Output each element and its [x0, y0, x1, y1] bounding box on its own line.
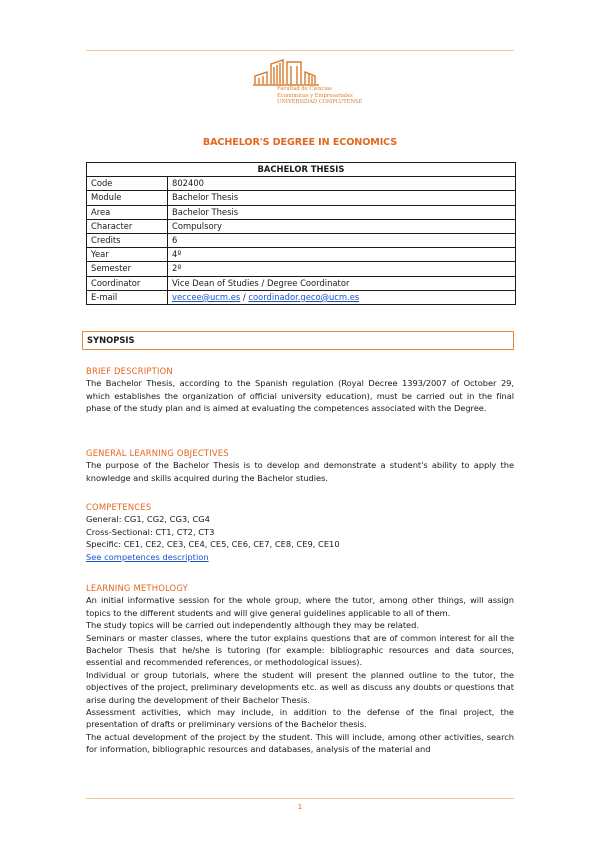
- page-title: BACHELOR'S DEGREE IN ECONOMICS: [202, 137, 398, 148]
- section-heading: BRIEF DESCRIPTION: [86, 366, 173, 376]
- section-text: Seminars or master classes, where the tutor explains questions that are of common interest for all the Bachelor Thesis that he/she is tutoring (for example: bibliographic resources and data sources, essential and recommended references, or methodological issues).: [86, 632, 514, 668]
- section-text: The Bachelor Thesis, according to the Spanish regulation (Royal Decree 1393/2007 of October 29, which establishes the organization of official university education), must be carried out in the final phase of the study plan and is aimed at evaluating the competences associated with the Degree.: [86, 378, 514, 414]
- section-heading: LEARNING METHOLOGY: [86, 583, 188, 593]
- course-info-table: [86, 162, 516, 305]
- footer-rule: [86, 798, 514, 799]
- competences-specific: Specific: CE1, CE2, CE3, CE4, CE5, CE6, CE7, CE8, CE9, CE10: [86, 539, 340, 550]
- section-text: Individual or group tutorials, where the student will present the planned outline to the tutor, the objectives of the project, preliminary developments etc. as well as discuss any doubts or questions that arise during the development of their Bachelor Thesis.: [86, 669, 514, 705]
- section-heading: GENERAL LEARNING OBJECTIVES: [86, 448, 229, 458]
- competences-cross: Cross-Sectional: CT1, CT2, CT3: [86, 526, 215, 537]
- table-row: Code 802400: [87, 177, 516, 191]
- objectives-section: [86, 447, 514, 484]
- competences-general: General: CG1, CG2, CG3, CG4: [86, 514, 210, 525]
- table-row: Semester 2º: [87, 262, 516, 276]
- section-text: The purpose of the Bachelor Thesis is to develop and demonstrate a student's ability to apply the knowledge and skills acquired during the Bachelor studies.: [86, 460, 514, 483]
- table-header: BACHELOR THESIS: [87, 163, 516, 177]
- brief-description-section: [86, 365, 514, 415]
- page-number: 1: [297, 803, 303, 811]
- competences-link[interactable]: See competences description: [86, 551, 209, 562]
- table-row: Credits 6: [87, 233, 516, 247]
- logo-text: Facultad de Ciencias Económicas y Empresariales UNIVERSIDAD COMPLUTENSE: [277, 86, 363, 105]
- section-text: An initial informative session for the whole group, where the tutor, among other things, will assign topics to the different students and will give general guidelines applicable to all of them.: [86, 595, 514, 618]
- email-link-coordinator[interactable]: coordinador.geco@ucm.es: [248, 291, 360, 302]
- email-link-veccee[interactable]: veccee@ucm.es: [172, 291, 241, 302]
- table-row: Module Bachelor Thesis: [87, 191, 516, 205]
- methodology-section: [86, 582, 514, 756]
- table-row: Year 4º: [87, 248, 516, 262]
- synopsis-heading: SYNOPSIS: [82, 331, 514, 350]
- table-row: Area Bachelor Thesis: [87, 205, 516, 219]
- section-text: Assessment activities, which may include, in addition to the defense of the final project, the presentation of drafts or preliminary versions of the Bachelor thesis.: [86, 707, 514, 730]
- section-text: The actual development of the project by the student. This will include, among other activities, search for information, bibliographic resources and databases, analysis of the material and: [86, 731, 514, 755]
- competences-section: [86, 501, 514, 563]
- table-row: Coordinator Vice Dean of Studies / Degree Coordinator: [87, 276, 516, 290]
- table-row: Character Compulsory: [87, 219, 516, 233]
- header-rule: [86, 50, 514, 51]
- section-heading: COMPETENCES: [86, 502, 152, 512]
- table-row: E-mail veccee@ucm.es / coordinador.geco@ucm.es: [87, 290, 516, 304]
- section-text: The study topics will be carried out independently although they may be related.: [86, 620, 419, 631]
